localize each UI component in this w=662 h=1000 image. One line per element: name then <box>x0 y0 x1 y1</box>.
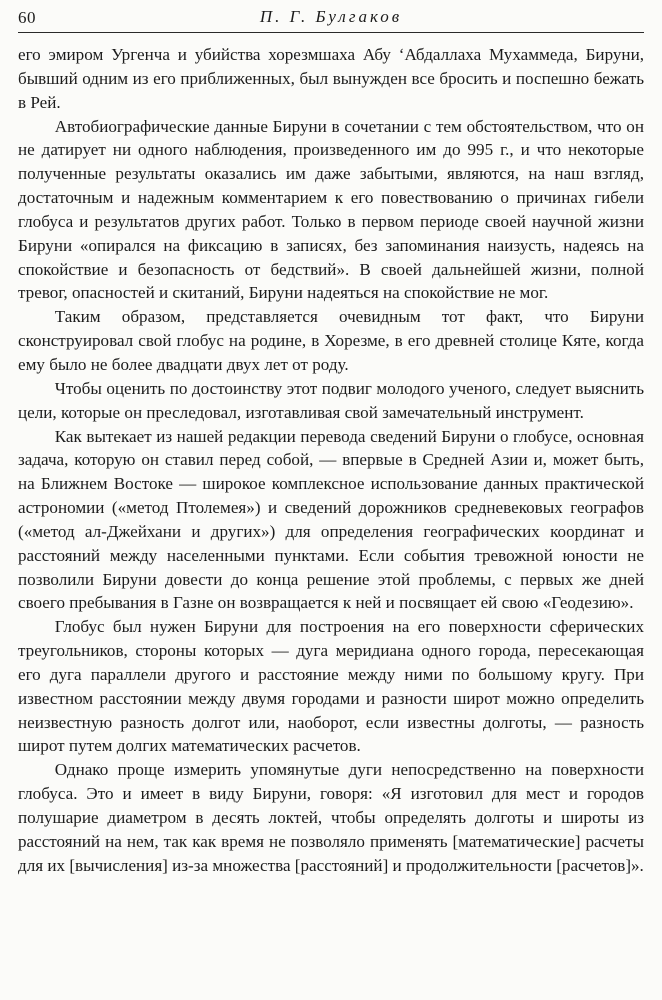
running-header <box>18 6 644 33</box>
running-header-author: П. Г. Булгаков <box>259 7 403 26</box>
paragraph: Однако проще измерить упомянутые дуги непосредственно на поверхности глобуса. Это и имеет в виду Бируни, говоря: «Я изготовил для мест и городов полушарие диаметром в десять локтей, чтобы определять долготы и широты из расстояний на нем, так как время не позволяло применять [математические] расчеты для их [вычисления] из-за множества [расстояний] и продолжительности [расчетов]». <box>18 760 644 875</box>
page-number: 60 <box>18 8 36 27</box>
paragraph: Таким образом, представляется очевидным тот факт, что Бируни сконструировал свой глобус на родине, в Хорезме, в его древней столице Кяте, когда ему было не более двадцати двух лет от роду. <box>18 307 644 374</box>
paragraph: Чтобы оценить по достоинству этот подвиг молодого ученого, следует выяснить цели, которые он преследовал, изготавливая свой замечательный инструмент. <box>18 378 644 422</box>
paragraph: Как вытекает из нашей редакции перевода сведений Бируни о глобусе, основная задача, которую он ставил перед собой, — впервые в Средней Азии и, может быть, на Ближнем Востоке — широкое комплексное использование данных практической астрономии («метод Птолемея») и сведений дорожников средневековых географов («метод ал-Джейхани и других») для определения географических координат и расстояний между населенными пунктами. Если события тревожной юности не позволили Бируни довести до конца решение этой проблемы, с первых же дней своего пребывания в Газне он возвращается к ней и посвящает ей свою «Геодезию». <box>18 426 644 613</box>
body-text <box>18 43 644 878</box>
paragraph: Автобиографические данные Бируни в сочетании с тем обстоятельством, что он не датирует ни одного наблюдения, произведенного им до 995 г., и что некоторые полученные результаты оказались им даже забытыми, являются, на наш взгляд, достаточным и надежным комментарием к его повествованию о причинах гибели глобуса и результатов других работ. Только в первом периоде своей научной жизни Бируни «опирался на фиксацию в записях, без запоминания наизусть, надеясь на спокойствие и безопасность от бедствий». В своей дальнейшей жизни, полной тревог, опасностей и скитаний, Бируни надеяться на спокойствие не мог. <box>18 116 644 303</box>
paragraph: его эмиром Ургенча и убийства хорезмшаха Абу ‘Абдаллаха Мухаммеда, Бируни, бывший одним из его приближенных, был вынужден все бросить и поспешно бежать в Рей. <box>18 45 644 112</box>
paragraph: Глобус был нужен Бируни для построения на его поверхности сферических треугольников, стороны которых — дуга меридиана одного города, пересекающая его дуга параллели другого и расстояние между ними по большому кругу. При известном расстоянии между двумя городами и разности широт можно определить неизвестную разность долгот или, наоборот, если известны долготы, — разность широт путем долгих математических расчетов. <box>18 617 644 756</box>
